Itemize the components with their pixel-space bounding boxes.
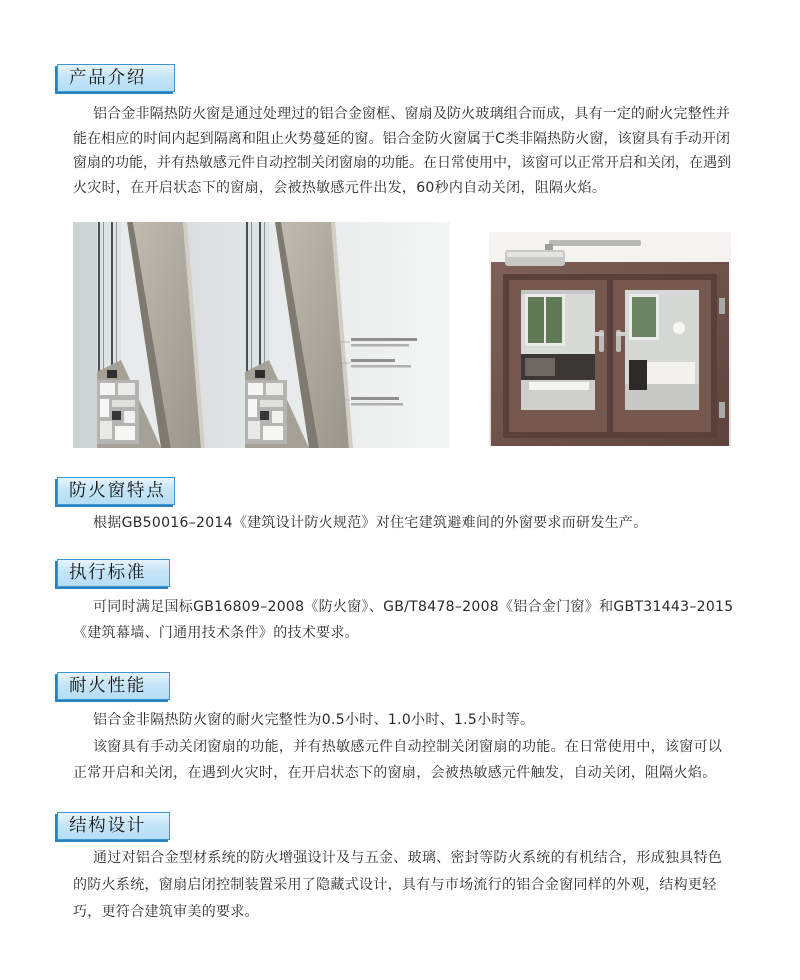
section-heading-features: 防火窗特点: [57, 477, 175, 505]
window-photo-image: [489, 232, 731, 446]
text-line: 铝合金非隔热防火窗是通过处理过的铝合金窗框、窗扇及防火玻璃组合而成，具有一定的耐火完整性并: [93, 106, 730, 122]
profile-corner-left: [97, 222, 205, 448]
standards-text: [73, 594, 733, 646]
product-intro-text: [73, 102, 730, 200]
section-heading-fire-performance: 耐火性能: [57, 672, 170, 700]
text-line: 铝合金非隔热防火窗的耐火完整性为0.5小时、1.0小时、1.5小时等。: [93, 712, 535, 728]
text-line: 正常开启和关闭，在遇到火灾时，在开启状态下的窗扇，会被热敏感元件触发，自动关闭，阻隔火焰。: [73, 765, 717, 781]
structure-design-text: [73, 845, 722, 926]
profile-render-image: [73, 222, 450, 448]
text-line: 《建筑幕墙、门通用技术条件》的技术要求。: [73, 625, 359, 641]
section-heading-standards: 执行标准: [57, 559, 170, 587]
profile-corner-right: [245, 222, 353, 448]
text-line: 能在相应的时间内起到隔离和阻止火势蔓延的窗。铝合金防火窗属于C类非隔热防火窗，该窗具有手动开闭: [73, 130, 730, 147]
right-sash: [613, 280, 711, 432]
text-line: 巧，更符合建筑审美的要求。: [73, 904, 259, 920]
text-line: 根据GB50016–2014《建筑设计防火规范》对住宅建筑避难间的外窗要求而研发生产。: [93, 515, 648, 531]
text-line: 的防火系统，窗扇启闭控制装置采用了隐藏式设计，具有与市场流行的铝合金窗同样的外观，结构更轻: [73, 877, 717, 893]
text-line: 通过对铝合金型材系统的防火增强设计及与五金、玻璃、密封等防火系统的有机结合，形成独具特色: [93, 850, 723, 866]
text-line: 窗扇的功能，并有热敏感元件自动控制关闭窗扇的功能。在日常使用中，该窗可以正常开启和关闭，在遇到: [73, 155, 731, 172]
section-heading-structure-design: 结构设计: [57, 812, 170, 840]
section-heading-product-intro: 产品介绍: [57, 64, 175, 92]
installed-fire-window-photo: [489, 232, 731, 446]
text-line: 可同时满足国标GB16809–2008《防火窗》、GB/T8478–2008《铝合金门窗》和GBT31443–2015: [93, 599, 734, 615]
text-line: 该窗具有手动关闭窗扇的功能，并有热敏感元件自动控制关闭窗扇的功能。在日常使用中，该窗可以: [93, 738, 723, 755]
features-text: [73, 510, 648, 536]
aluminum-profile-cross-section-image: [73, 222, 450, 448]
fire-performance-text: [73, 707, 722, 787]
text-line: 火灾时，在开启状态下的窗扇，会被热敏感元件出发，60秒内自动关闭，阻隔火焰。: [73, 179, 607, 196]
left-sash: [509, 280, 607, 432]
